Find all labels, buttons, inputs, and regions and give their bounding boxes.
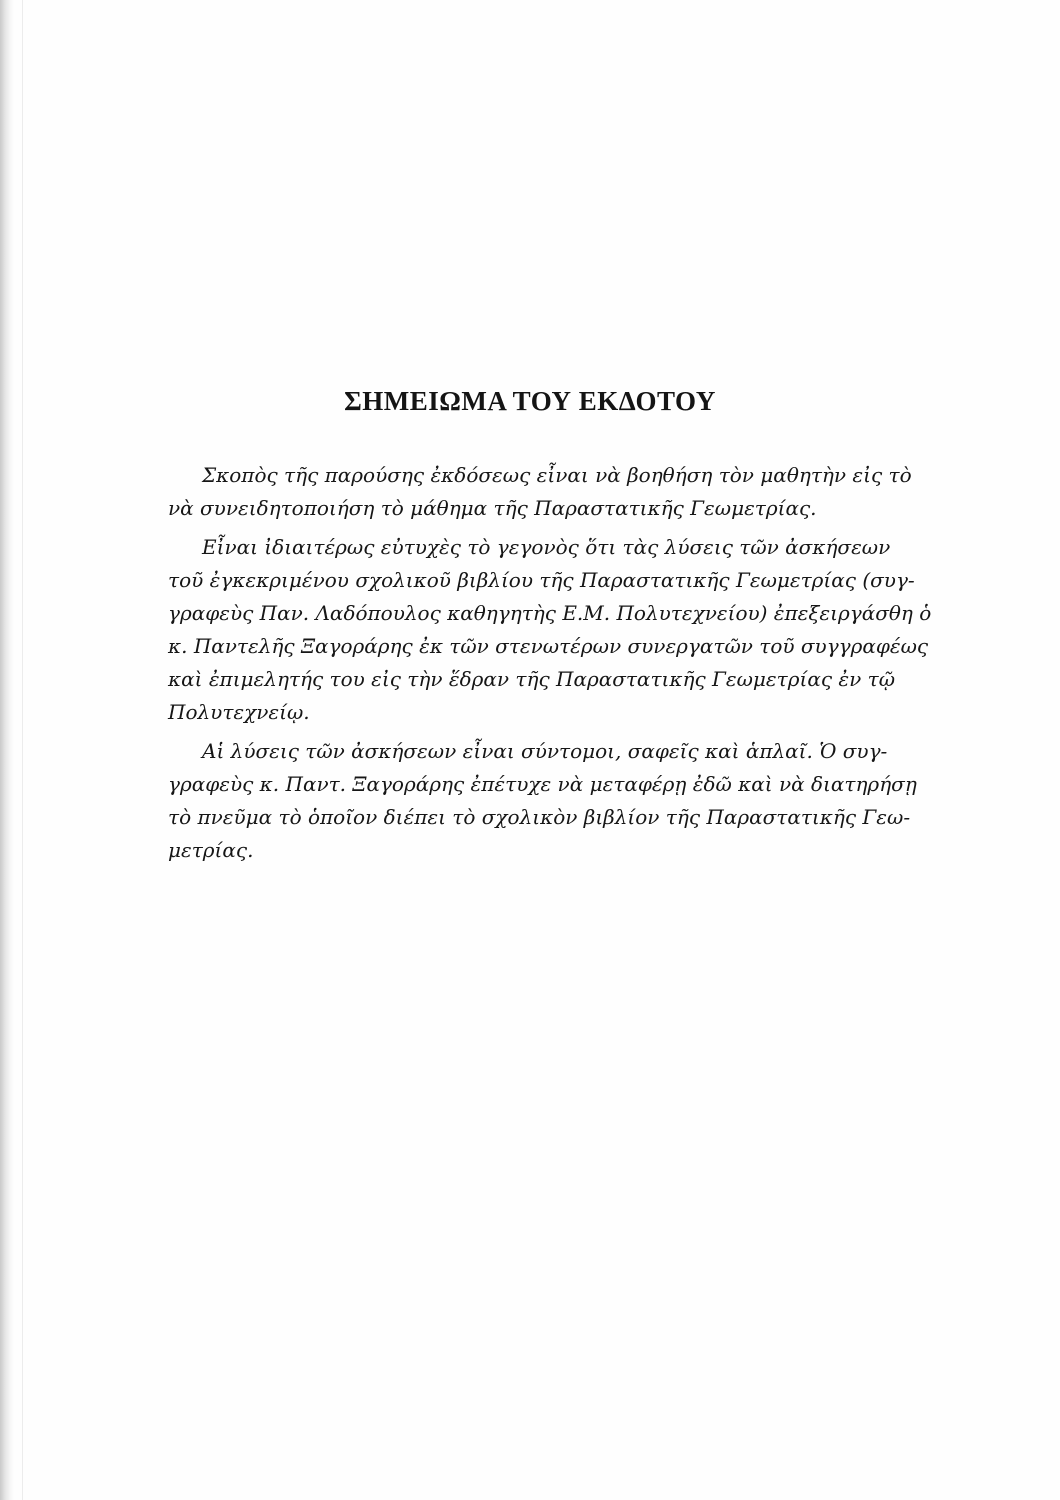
- text-line: τὸ πνεῦμα τὸ ὁποῖον διέπει τὸ σχολικὸν βιβλίον τῆς Παραστατικῆς Γεω-: [168, 805, 911, 829]
- text-line: κ. Παντελῆς Ξαγοράρης ἐκ τῶν στενωτέρων συνεργατῶν τοῦ συγγραφέως: [168, 634, 929, 658]
- text-line: γραφεὺς Παν. Λαδόπουλος καθηγητὴς Ε.Μ. Πολυτεχνείου) ἐπεξειργάσθη ὁ: [168, 601, 932, 625]
- text-line: γραφεὺς κ. Παντ. Ξαγοράρης ἐπέτυχε νὰ μεταφέρῃ ἐδῶ καὶ νὰ διατηρήσῃ: [168, 772, 917, 796]
- page-edge-shadow: [22, 0, 23, 1500]
- text-line: τοῦ ἐγκεκριμένου σχολικοῦ βιβλίου τῆς Παραστατικῆς Γεωμετρίας (συγ-: [168, 568, 915, 592]
- text-line: μετρίας.: [168, 838, 254, 862]
- page-binding-edge: [0, 0, 14, 1500]
- text-line: καὶ ἐπιμελητής του εἰς τὴν ἕδραν τῆς Παραστατικῆς Γεωμετρίας ἐν τῷ: [168, 667, 896, 691]
- text-line: Εἶναι ἰδιαιτέρως εὐτυχὲς τὸ γεγονὸς ὅτι τὰς λύσεις τῶν ἀσκήσεων: [202, 535, 891, 559]
- text-line: νὰ συνειδητοποιήση τὸ μάθημα τῆς Παραστατικῆς Γεωμετρίας.: [168, 496, 817, 520]
- publisher-note-title: ΣΗΜΕΙΩΜΑ ΤΟΥ ΕΚΔΟΤΟΥ: [344, 386, 716, 416]
- text-line: Αἱ λύσεις τῶν ἀσκήσεων εἶναι σύντομοι, σαφεῖς καὶ ἁπλαῖ. Ὁ συγ-: [202, 739, 888, 763]
- text-line: Πολυτεχνείῳ.: [168, 700, 310, 724]
- text-line: Σκοπὸς τῆς παρούσης ἐκδόσεως εἶναι νὰ βοηθήση τὸν μαθητὴν εἰς τὸ: [202, 463, 912, 487]
